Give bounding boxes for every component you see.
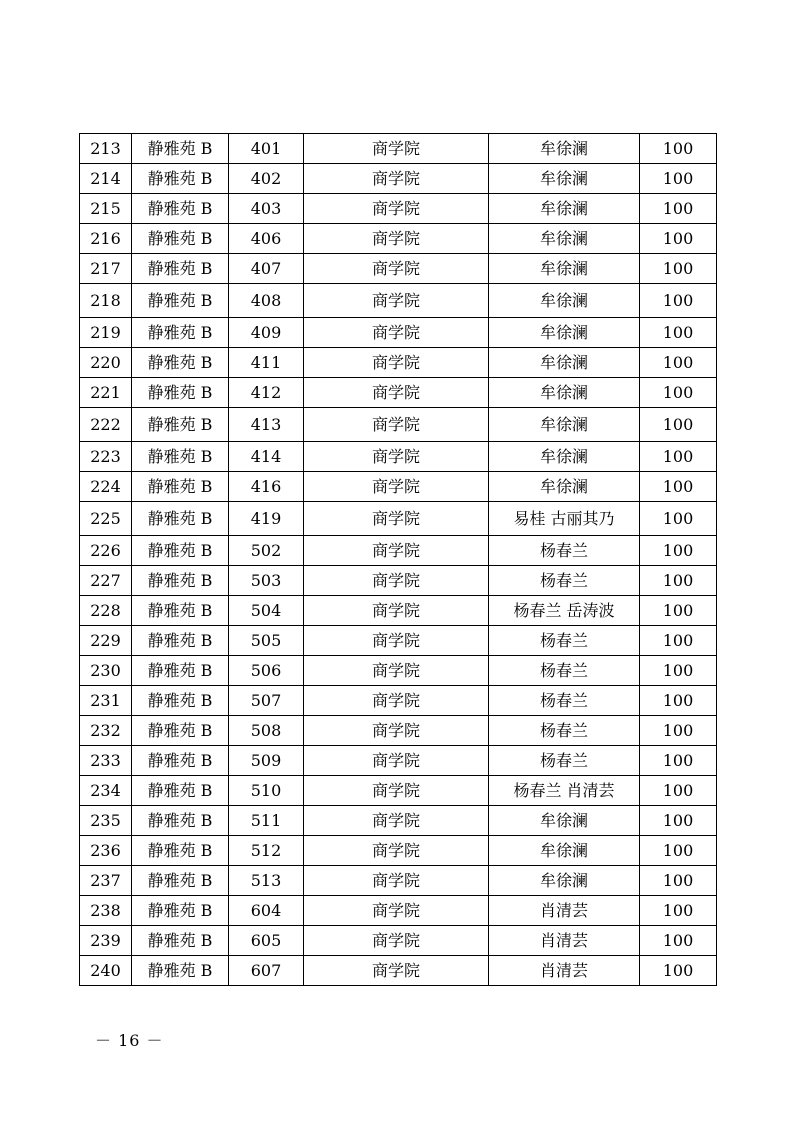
table-row [80, 164, 717, 194]
college-cell: 商学院 [304, 442, 489, 472]
college-cell: 商学院 [304, 348, 489, 378]
table-row [80, 686, 717, 716]
college-cell: 商学院 [304, 896, 489, 926]
table-row [80, 378, 717, 408]
building-cell: 静雅苑 B [132, 318, 229, 348]
score-cell: 100 [640, 926, 717, 956]
table-row [80, 776, 717, 806]
table-row [80, 472, 717, 502]
room-cell: 414 [229, 442, 304, 472]
staff-cell: 牟徐澜 [489, 194, 640, 224]
building-cell: 静雅苑 B [132, 502, 229, 536]
staff-cell: 牟徐澜 [489, 284, 640, 318]
building-cell: 静雅苑 B [132, 806, 229, 836]
building-cell: 静雅苑 B [132, 134, 229, 164]
building-cell: 静雅苑 B [132, 378, 229, 408]
college-cell: 商学院 [304, 378, 489, 408]
table-row [80, 716, 717, 746]
staff-cell: 杨春兰 [489, 566, 640, 596]
row-number-cell: 219 [80, 318, 132, 348]
table-row [80, 836, 717, 866]
building-cell: 静雅苑 B [132, 956, 229, 986]
score-cell: 100 [640, 626, 717, 656]
score-cell: 100 [640, 566, 717, 596]
room-cell: 402 [229, 164, 304, 194]
score-cell: 100 [640, 254, 717, 284]
room-cell: 407 [229, 254, 304, 284]
row-number-cell: 215 [80, 194, 132, 224]
room-cell: 419 [229, 502, 304, 536]
staff-cell: 杨春兰 [489, 656, 640, 686]
college-cell: 商学院 [304, 536, 489, 566]
building-cell: 静雅苑 B [132, 348, 229, 378]
score-cell: 100 [640, 408, 717, 442]
college-cell: 商学院 [304, 164, 489, 194]
staff-cell: 杨春兰 岳涛波 [489, 596, 640, 626]
building-cell: 静雅苑 B [132, 254, 229, 284]
room-cell: 502 [229, 536, 304, 566]
building-cell: 静雅苑 B [132, 566, 229, 596]
row-number-cell: 224 [80, 472, 132, 502]
table-row [80, 566, 717, 596]
staff-cell: 牟徐澜 [489, 348, 640, 378]
staff-cell: 肖清芸 [489, 896, 640, 926]
table-row [80, 926, 717, 956]
room-cell: 605 [229, 926, 304, 956]
table-row [80, 134, 717, 164]
table-row [80, 348, 717, 378]
table-row [80, 626, 717, 656]
college-cell: 商学院 [304, 956, 489, 986]
staff-cell: 牟徐澜 [489, 254, 640, 284]
table-row [80, 746, 717, 776]
college-cell: 商学院 [304, 472, 489, 502]
college-cell: 商学院 [304, 806, 489, 836]
row-number-cell: 231 [80, 686, 132, 716]
building-cell: 静雅苑 B [132, 194, 229, 224]
staff-cell: 牟徐澜 [489, 134, 640, 164]
room-cell: 409 [229, 318, 304, 348]
score-cell: 100 [640, 164, 717, 194]
row-number-cell: 235 [80, 806, 132, 836]
score-cell: 100 [640, 134, 717, 164]
table-row [80, 442, 717, 472]
building-cell: 静雅苑 B [132, 686, 229, 716]
table-body [80, 134, 717, 986]
staff-cell: 杨春兰 [489, 536, 640, 566]
score-cell: 100 [640, 806, 717, 836]
staff-cell: 牟徐澜 [489, 318, 640, 348]
building-cell: 静雅苑 B [132, 536, 229, 566]
building-cell: 静雅苑 B [132, 776, 229, 806]
staff-cell: 牟徐澜 [489, 442, 640, 472]
row-number-cell: 216 [80, 224, 132, 254]
table-row [80, 536, 717, 566]
building-cell: 静雅苑 B [132, 284, 229, 318]
score-cell: 100 [640, 866, 717, 896]
building-cell: 静雅苑 B [132, 472, 229, 502]
staff-cell: 牟徐澜 [489, 472, 640, 502]
row-number-cell: 232 [80, 716, 132, 746]
college-cell: 商学院 [304, 746, 489, 776]
room-cell: 408 [229, 284, 304, 318]
score-cell: 100 [640, 472, 717, 502]
row-number-cell: 240 [80, 956, 132, 986]
staff-cell: 牟徐澜 [489, 164, 640, 194]
row-number-cell: 230 [80, 656, 132, 686]
row-number-cell: 238 [80, 896, 132, 926]
staff-cell: 杨春兰 [489, 746, 640, 776]
college-cell: 商学院 [304, 408, 489, 442]
college-cell: 商学院 [304, 926, 489, 956]
building-cell: 静雅苑 B [132, 866, 229, 896]
row-number-cell: 227 [80, 566, 132, 596]
college-cell: 商学院 [304, 776, 489, 806]
row-number-cell: 222 [80, 408, 132, 442]
college-cell: 商学院 [304, 866, 489, 896]
room-cell: 512 [229, 836, 304, 866]
college-cell: 商学院 [304, 716, 489, 746]
row-number-cell: 225 [80, 502, 132, 536]
table-row [80, 866, 717, 896]
room-cell: 413 [229, 408, 304, 442]
room-cell: 510 [229, 776, 304, 806]
score-cell: 100 [640, 224, 717, 254]
row-number-cell: 237 [80, 866, 132, 896]
score-cell: 100 [640, 194, 717, 224]
college-cell: 商学院 [304, 284, 489, 318]
building-cell: 静雅苑 B [132, 596, 229, 626]
table-row [80, 806, 717, 836]
college-cell: 商学院 [304, 134, 489, 164]
row-number-cell: 239 [80, 926, 132, 956]
score-cell: 100 [640, 836, 717, 866]
room-cell: 508 [229, 716, 304, 746]
score-cell: 100 [640, 776, 717, 806]
college-cell: 商学院 [304, 194, 489, 224]
staff-cell: 杨春兰 [489, 716, 640, 746]
college-cell: 商学院 [304, 686, 489, 716]
row-number-cell: 228 [80, 596, 132, 626]
building-cell: 静雅苑 B [132, 626, 229, 656]
building-cell: 静雅苑 B [132, 442, 229, 472]
college-cell: 商学院 [304, 836, 489, 866]
row-number-cell: 213 [80, 134, 132, 164]
row-number-cell: 233 [80, 746, 132, 776]
staff-cell: 牟徐澜 [489, 378, 640, 408]
building-cell: 静雅苑 B [132, 836, 229, 866]
staff-cell: 牟徐澜 [489, 224, 640, 254]
building-cell: 静雅苑 B [132, 926, 229, 956]
row-number-cell: 229 [80, 626, 132, 656]
room-cell: 503 [229, 566, 304, 596]
staff-cell: 牟徐澜 [489, 836, 640, 866]
table-row [80, 254, 717, 284]
room-cell: 506 [229, 656, 304, 686]
staff-cell: 杨春兰 [489, 626, 640, 656]
row-number-cell: 214 [80, 164, 132, 194]
room-cell: 507 [229, 686, 304, 716]
row-number-cell: 218 [80, 284, 132, 318]
table-row [80, 194, 717, 224]
score-cell: 100 [640, 596, 717, 626]
score-cell: 100 [640, 956, 717, 986]
table-row [80, 596, 717, 626]
room-cell: 412 [229, 378, 304, 408]
college-cell: 商学院 [304, 224, 489, 254]
college-cell: 商学院 [304, 502, 489, 536]
room-cell: 504 [229, 596, 304, 626]
college-cell: 商学院 [304, 254, 489, 284]
building-cell: 静雅苑 B [132, 656, 229, 686]
score-cell: 100 [640, 896, 717, 926]
row-number-cell: 236 [80, 836, 132, 866]
table-row [80, 896, 717, 926]
staff-cell: 杨春兰 [489, 686, 640, 716]
score-cell: 100 [640, 348, 717, 378]
table-row [80, 956, 717, 986]
row-number-cell: 221 [80, 378, 132, 408]
page-number: － 16 － [95, 1031, 164, 1050]
room-cell: 604 [229, 896, 304, 926]
row-number-cell: 217 [80, 254, 132, 284]
score-cell: 100 [640, 656, 717, 686]
college-cell: 商学院 [304, 318, 489, 348]
row-number-cell: 234 [80, 776, 132, 806]
college-cell: 商学院 [304, 656, 489, 686]
row-number-cell: 226 [80, 536, 132, 566]
room-cell: 401 [229, 134, 304, 164]
building-cell: 静雅苑 B [132, 896, 229, 926]
room-cell: 406 [229, 224, 304, 254]
score-cell: 100 [640, 378, 717, 408]
building-cell: 静雅苑 B [132, 224, 229, 254]
room-cell: 411 [229, 348, 304, 378]
college-cell: 商学院 [304, 566, 489, 596]
room-cell: 505 [229, 626, 304, 656]
row-number-cell: 223 [80, 442, 132, 472]
score-cell: 100 [640, 318, 717, 348]
table-row [80, 408, 717, 442]
room-cell: 416 [229, 472, 304, 502]
score-cell: 100 [640, 442, 717, 472]
table-row [80, 502, 717, 536]
staff-cell: 杨春兰 肖清芸 [489, 776, 640, 806]
table-row [80, 224, 717, 254]
building-cell: 静雅苑 B [132, 716, 229, 746]
dormitory-score-table [79, 133, 717, 986]
college-cell: 商学院 [304, 626, 489, 656]
score-cell: 100 [640, 716, 717, 746]
staff-cell: 易桂 古丽其乃 [489, 502, 640, 536]
college-cell: 商学院 [304, 596, 489, 626]
room-cell: 513 [229, 866, 304, 896]
building-cell: 静雅苑 B [132, 746, 229, 776]
room-cell: 509 [229, 746, 304, 776]
score-cell: 100 [640, 686, 717, 716]
room-cell: 607 [229, 956, 304, 986]
room-cell: 511 [229, 806, 304, 836]
table-row [80, 318, 717, 348]
staff-cell: 牟徐澜 [489, 866, 640, 896]
building-cell: 静雅苑 B [132, 408, 229, 442]
table-row [80, 284, 717, 318]
score-cell: 100 [640, 502, 717, 536]
row-number-cell: 220 [80, 348, 132, 378]
staff-cell: 肖清芸 [489, 926, 640, 956]
building-cell: 静雅苑 B [132, 164, 229, 194]
table-row [80, 656, 717, 686]
score-cell: 100 [640, 536, 717, 566]
score-cell: 100 [640, 746, 717, 776]
staff-cell: 牟徐澜 [489, 806, 640, 836]
staff-cell: 肖清芸 [489, 956, 640, 986]
room-cell: 403 [229, 194, 304, 224]
score-cell: 100 [640, 284, 717, 318]
staff-cell: 牟徐澜 [489, 408, 640, 442]
